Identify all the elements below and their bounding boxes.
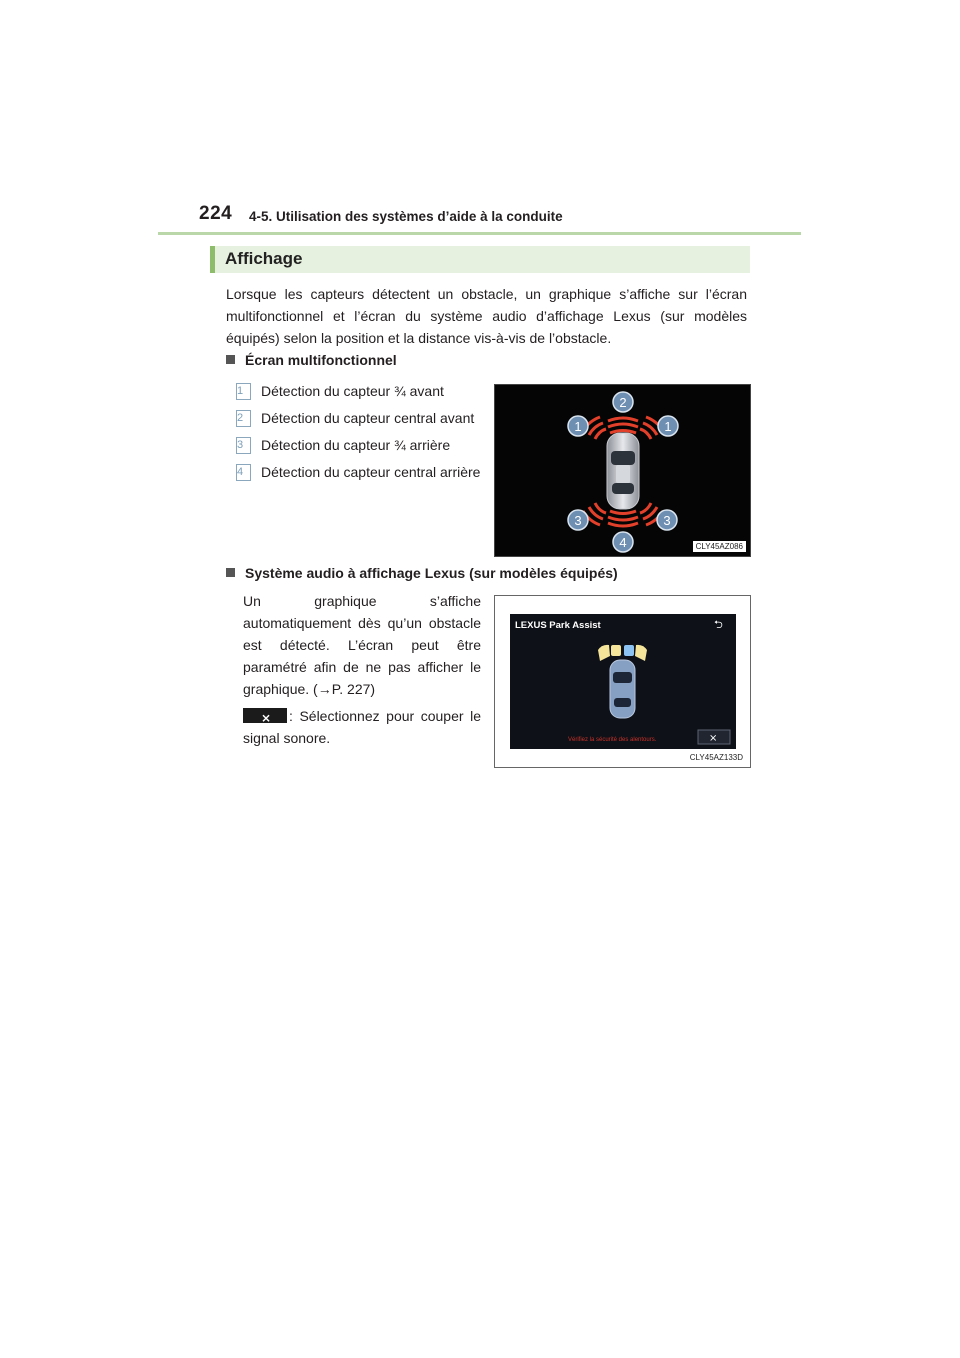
header-divider <box>158 232 801 235</box>
number-badge: 3 <box>236 437 251 454</box>
list-item-text: Détection du capteur ¾ avant <box>261 383 444 399</box>
list-item <box>236 407 482 429</box>
figure-code: CLY45AZ133D <box>687 752 746 763</box>
number-badge: 2 <box>236 410 251 427</box>
park-assist-screen <box>510 614 736 749</box>
label-3-left: 3 <box>574 513 582 528</box>
number-badge: 4 <box>236 464 251 481</box>
park-assist-graphic <box>510 614 736 749</box>
intro-paragraph: Lorsque les capteurs détectent un obstacle, un graphique s’affiche sur l’écran multifonctionnel et l’écran du système audio d’affichage Lexus (sur modèles équipés) selon la position et la distance vis-à-vis de l’obstacle. <box>226 286 747 346</box>
bullet-square-icon <box>226 568 235 577</box>
list-item-text: Détection du capteur central avant <box>261 410 475 426</box>
screen-title: LEXUS Park Assist <box>515 620 601 631</box>
multi-display-heading-text: Écran multifonctionnel <box>245 352 397 368</box>
front-center-sensor <box>608 418 638 433</box>
mute-icon: ⨯ <box>243 708 287 723</box>
list-item-text: Détection du capteur central arrière <box>261 464 481 480</box>
list-item-text: Détection du capteur ¾ arrière <box>261 437 451 453</box>
lexus-display-heading-text: Système audio à affichage Lexus (sur modèles équipés) <box>245 565 618 581</box>
figure-code: CLY45AZ086 <box>693 541 746 552</box>
mute-icon: ⨯ <box>709 733 718 744</box>
label-1-right: 1 <box>664 419 672 434</box>
page-number: 224 <box>199 203 233 224</box>
lexus-display-heading <box>226 565 618 581</box>
multi-display-heading <box>226 352 397 368</box>
back-arrow-icon[interactable]: ⮌ <box>714 618 723 631</box>
list-item <box>236 461 482 483</box>
label-2: 2 <box>619 395 627 410</box>
number-badge: 1 <box>236 383 251 400</box>
lexus-display-figure <box>494 595 751 768</box>
mute-paragraph <box>243 705 481 749</box>
car-top-view <box>610 660 635 718</box>
sensor-diagram <box>495 385 751 557</box>
car-top-view <box>607 433 639 509</box>
lexus-paragraph: Un graphique s’affiche automatiquement dès qu’un obstacle est détecté. L’écran peut être paramétré afin de ne pas afficher le graphique. (→P. 227) <box>243 593 481 697</box>
rear-center-sensor <box>608 511 638 526</box>
mute-description: : Sélectionnez pour couper le signal sonore. <box>243 708 481 746</box>
label-3-right: 3 <box>663 513 671 528</box>
label-4: 4 <box>619 535 627 550</box>
safety-warning: Vérifiez la sécurité des alentours. <box>568 737 657 743</box>
list-item <box>236 380 482 402</box>
chapter-title: 4-5. Utilisation des systèmes d’aide à la conduite <box>249 209 563 224</box>
section-header <box>210 246 750 273</box>
list-item <box>236 434 482 456</box>
lexus-display-text <box>243 590 481 754</box>
section-title: Affichage <box>225 249 303 268</box>
bullet-square-icon <box>226 355 235 364</box>
multi-display-figure <box>494 384 751 557</box>
label-1-left: 1 <box>574 419 582 434</box>
sensor-list <box>236 380 482 488</box>
